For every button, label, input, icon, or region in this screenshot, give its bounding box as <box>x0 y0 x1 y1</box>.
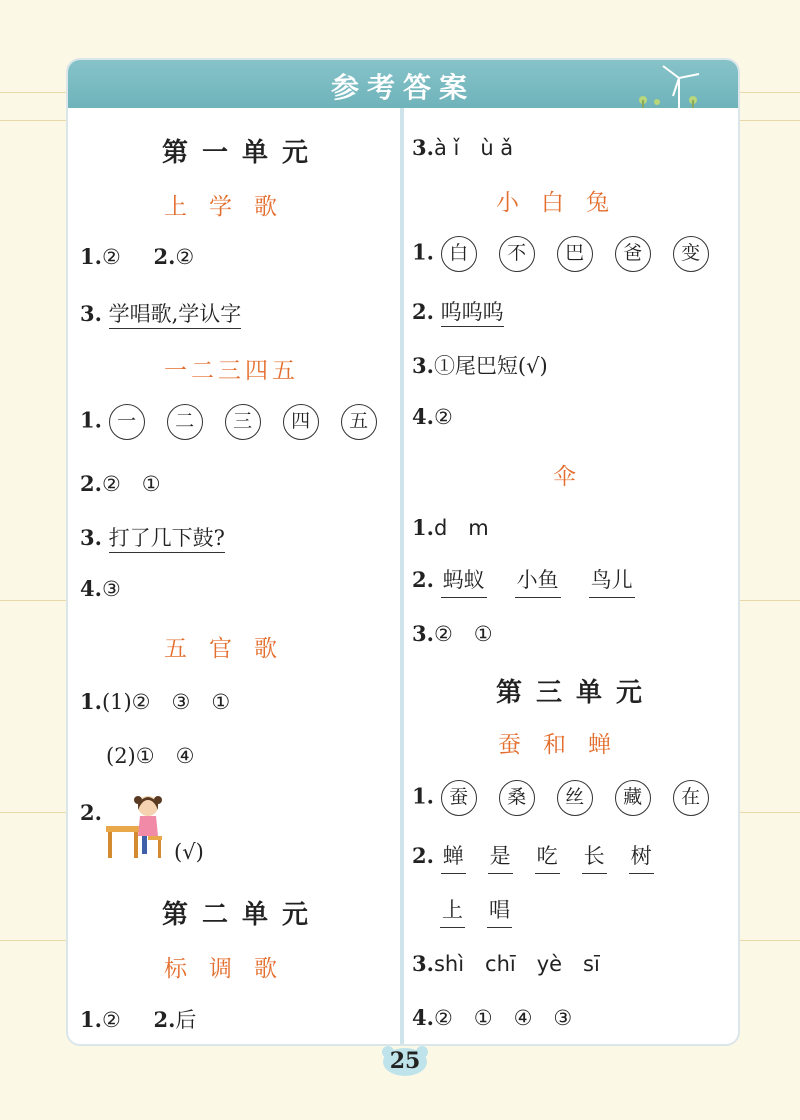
page-title: 参考答案 <box>330 71 475 104</box>
underlined-word: 吃 <box>535 840 560 874</box>
answer-line <box>412 350 548 380</box>
lesson-title-wuguange: 五官歌 <box>164 636 299 662</box>
unit-1-heading: 第一单元 <box>162 138 323 168</box>
underlined-word: 长 <box>582 840 607 874</box>
answer-line <box>80 522 225 552</box>
underlined-word: 上 <box>440 894 465 928</box>
answer-text: (√) <box>174 840 204 864</box>
answer-line <box>412 404 453 429</box>
circled-char: 白 <box>441 236 477 272</box>
question-number: 1. <box>412 783 434 809</box>
answer-text: ③ <box>101 577 121 601</box>
page-number-badge <box>380 1044 430 1078</box>
underlined-answer: 呜呜呜 <box>441 300 504 327</box>
answer-line <box>412 840 654 874</box>
answer-text: 后 <box>175 1008 197 1032</box>
unit-3-heading: 第三单元 <box>496 678 657 708</box>
circled-char: 在 <box>673 780 709 816</box>
answer-text: d m <box>433 516 489 540</box>
answer-line <box>80 244 194 269</box>
question-number: 3. <box>80 525 102 550</box>
circled-char: 五 <box>341 404 377 440</box>
unit-2-heading: 第二单元 <box>162 900 323 930</box>
underlined-word: 唱 <box>487 894 512 928</box>
question-number: 3. <box>80 301 102 326</box>
circled-char: 蚕 <box>441 780 477 816</box>
circled-char: 桑 <box>499 780 535 816</box>
answer-text: ①尾巴短(√) <box>433 354 548 378</box>
circled-char: 巴 <box>557 236 593 272</box>
underlined-word: 小鱼 <box>515 564 561 598</box>
question-number: 2. <box>80 471 102 496</box>
circled-char: 藏 <box>615 780 651 816</box>
lesson-title-xiaobaitu: 小白兔 <box>496 190 631 216</box>
underlined-answer: 学唱歌,学认字 <box>109 302 242 329</box>
question-number: 1. <box>80 1007 102 1032</box>
circled-char: 四 <box>283 404 319 440</box>
circled-char: 一 <box>109 404 145 440</box>
question-number: 2. <box>153 244 176 269</box>
answer-text: ② <box>101 1008 121 1032</box>
answer-line <box>80 404 399 440</box>
answer-line <box>412 236 731 272</box>
page-number: 25 <box>389 1048 421 1074</box>
answer-text: ② <box>101 245 121 269</box>
answer-text: ② ① <box>433 622 493 646</box>
underlined-word: 蝉 <box>441 840 466 874</box>
question-number: 1. <box>412 515 434 540</box>
lesson-title-san: 伞 <box>553 464 598 490</box>
question-number: 3. <box>412 621 434 646</box>
question-number: 2. <box>80 800 102 825</box>
question-number: 1. <box>80 244 102 269</box>
answer-line <box>412 1002 572 1032</box>
answer-line <box>412 618 493 648</box>
answer-line <box>412 948 600 978</box>
answer-text: ② <box>175 245 195 269</box>
underlined-word: 是 <box>488 840 513 874</box>
underlined-word: 蚂蚁 <box>441 564 487 598</box>
answer-text: ② <box>433 405 453 429</box>
answer-line <box>80 576 121 601</box>
question-number: 4. <box>412 404 434 429</box>
underlined-word: 鸟儿 <box>589 564 635 598</box>
answer-text: ② ① ④ ③ <box>433 1006 573 1030</box>
answer-text: shì chī yè sī <box>433 952 600 976</box>
question-number: 2. <box>412 567 434 592</box>
underlined-answer: 打了几下鼓? <box>109 526 225 553</box>
answer-text: (2)① ④ <box>106 744 195 768</box>
answer-line <box>412 132 513 162</box>
answer-text: ② ① <box>101 472 161 496</box>
question-number: 3. <box>412 353 434 378</box>
answer-line <box>412 780 731 816</box>
answer-line <box>412 564 663 598</box>
windmill-icon <box>633 64 713 108</box>
question-number: 3. <box>412 135 434 160</box>
answer-line <box>80 800 102 825</box>
circled-char: 二 <box>167 404 203 440</box>
answer-text: à ǐ ù ǎ <box>433 136 514 160</box>
underlined-word: 树 <box>629 840 654 874</box>
question-number: 4. <box>80 576 102 601</box>
lesson-title-canhechan: 蚕和蝉 <box>498 732 633 758</box>
circled-char: 丝 <box>557 780 593 816</box>
question-number: 2. <box>412 843 434 868</box>
lesson-title-yiersansiwu: 一二三四五 <box>164 358 299 384</box>
answer-line <box>412 296 504 326</box>
answer-line <box>440 894 540 928</box>
header-bar <box>68 60 738 108</box>
answer-line <box>80 686 230 716</box>
question-number: 2. <box>153 1007 176 1032</box>
answer-line <box>80 1004 196 1034</box>
question-number: 3. <box>412 951 434 976</box>
answer-line <box>80 468 161 498</box>
question-number: 1. <box>80 407 102 433</box>
question-number: 1. <box>412 239 434 265</box>
question-number: 2. <box>412 299 434 324</box>
answer-line <box>412 512 489 542</box>
question-number: 4. <box>412 1005 434 1030</box>
answer-text: (1)② ③ ① <box>101 690 231 714</box>
circled-char: 三 <box>225 404 261 440</box>
column-divider <box>400 108 404 1044</box>
circled-char: 不 <box>499 236 535 272</box>
answer-line <box>80 298 241 328</box>
girl-at-desk-illustration <box>104 790 168 860</box>
circled-char: 变 <box>673 236 709 272</box>
lesson-title-biaodiaoge: 标调歌 <box>164 956 299 982</box>
lesson-title-shangxuege: 上学歌 <box>164 194 299 220</box>
circled-char: 爸 <box>615 236 651 272</box>
question-number: 1. <box>80 689 102 714</box>
